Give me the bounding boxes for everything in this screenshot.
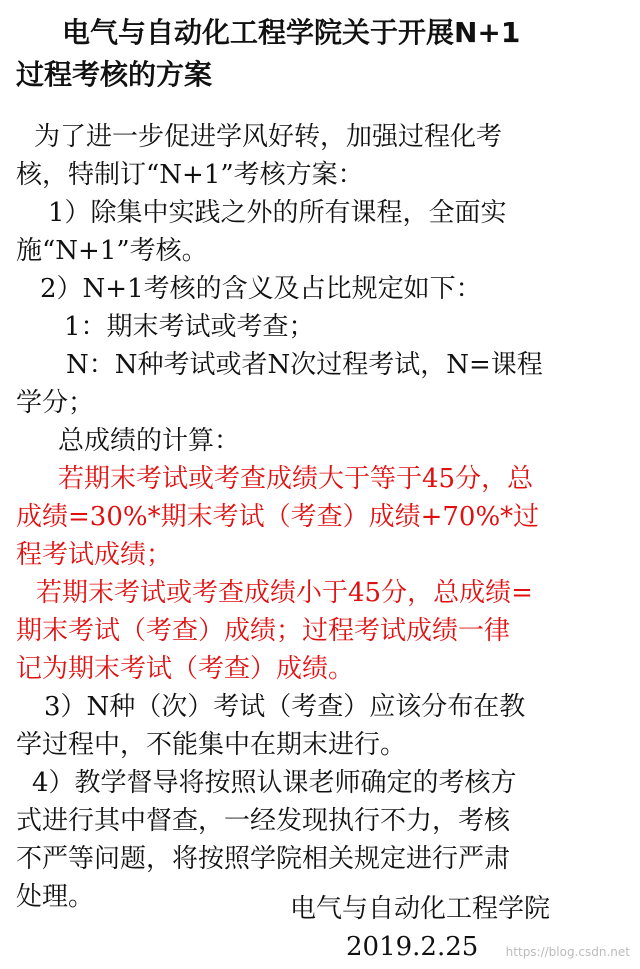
item-2-def-n: N：N种考试或者N次过程考试，N=课程	[66, 350, 543, 380]
item-3: 3）N种（次）考试（考查）应该分布在教	[44, 692, 526, 722]
item-1-cont: 施“N+1”考核。	[16, 236, 208, 266]
signature-org: 电气与自动化工程学院	[290, 894, 551, 924]
rule-1-cont-b: 程考试成绩；	[16, 540, 173, 570]
item-2-def-1: 1：期末考试或考查；	[64, 312, 315, 342]
page-title	[16, 12, 616, 96]
item-4-cont-b: 不严等问题，将按照学院相关规定进行严肃	[16, 844, 511, 874]
watermark: https://blog.csdn.net	[505, 945, 630, 959]
rule-1-cont-a: 成绩=30%*期末考试（考查）成绩+70%*过	[16, 502, 540, 532]
title-line-2: 过程考核的方案	[16, 58, 213, 91]
rule-2-cont-b: 记为期末考试（考查）成绩。	[16, 654, 355, 684]
item-2-def-n-cont: 学分；	[16, 388, 95, 418]
total-score-heading: 总成绩的计算：	[58, 426, 241, 456]
rule-1: 若期末考试或考查成绩大于等于45分，总	[58, 464, 534, 494]
signature-date: 2019.2.25	[346, 932, 479, 962]
rule-2-cont-a: 期末考试（考查）成绩；过程考试成绩一律	[16, 616, 511, 646]
item-4-cont-c: 处理。	[16, 882, 95, 912]
item-2: 2）N+1考核的含义及占比规定如下：	[40, 274, 482, 304]
item-4: 4）教学督导将按照认课老师确定的考核方	[32, 768, 517, 798]
item-4-cont-a: 式进行其中督查，一经发现执行不力，考核	[16, 806, 511, 836]
item-3-cont: 学过程中，不能集中在期末进行。	[16, 730, 407, 760]
document-body	[16, 118, 616, 916]
title-line-1: 电气与自动化工程学院关于开展N+1	[62, 16, 521, 49]
item-1: 1）除集中实践之外的所有课程，全面实	[48, 198, 507, 228]
paragraph-intro-cont: 核，特制订“N+1”考核方案：	[16, 160, 364, 190]
paragraph-intro: 为了进一步促进学风好转，加强过程化考	[34, 122, 503, 152]
rule-2: 若期末考试或考查成绩小于45分，总成绩=	[36, 578, 533, 608]
